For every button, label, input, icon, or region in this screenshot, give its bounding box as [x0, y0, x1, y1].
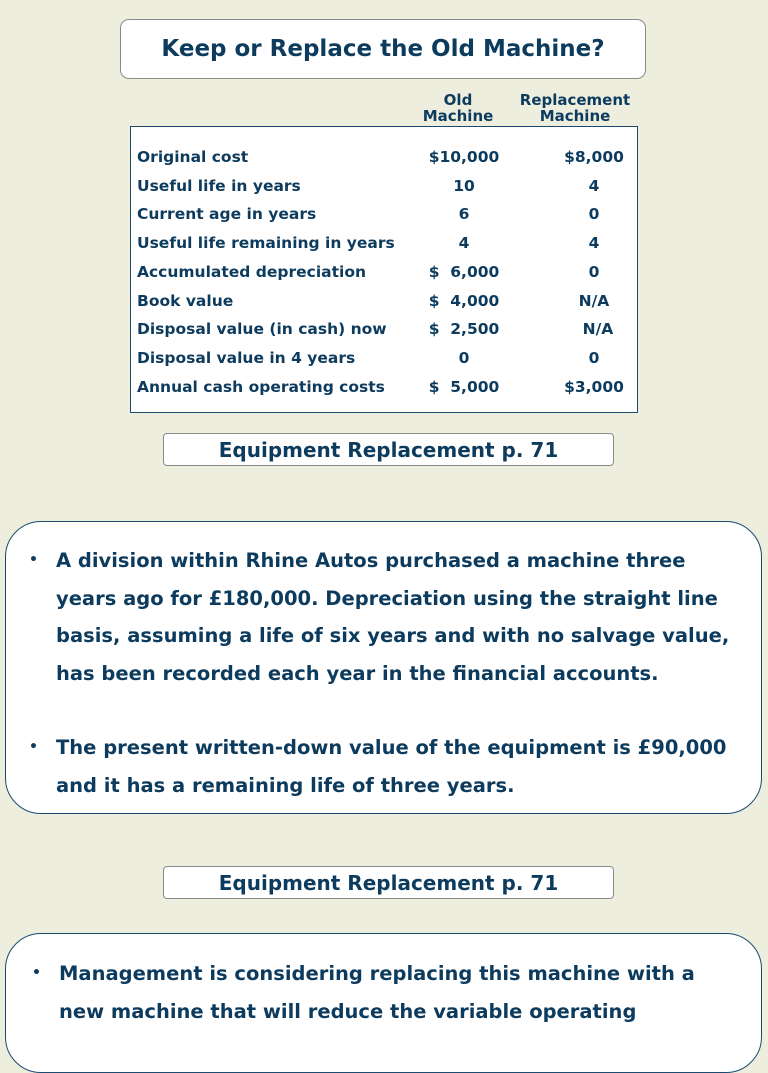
column-header-rep-line1: Replacement: [519, 91, 631, 109]
row-replacement-value: 4: [588, 177, 600, 195]
row-label: Disposal value in 4 years: [137, 349, 356, 367]
row-old-value: 4: [458, 234, 470, 252]
bullet-panel-1: [5, 521, 762, 814]
table-row: [131, 349, 637, 373]
row-replacement-value: $8,000: [564, 148, 624, 166]
row-replacement-value: N/A: [578, 292, 610, 310]
row-old-value: $10,000: [428, 148, 500, 166]
row-label: Disposal value (in cash) now: [137, 320, 387, 338]
bullet-dot-icon: •: [29, 552, 38, 568]
row-replacement-value: 0: [588, 349, 600, 367]
bullet-text: Management is considering replacing this machine with a new machine that will reduce the variable operating: [59, 962, 695, 1023]
row-replacement-value: N/A: [582, 320, 614, 338]
bullet-text: A division within Rhine Autos purchased a machine three years ago for £180,000. Depreciation using the straight line basis, assuming a life of six years and with no salvage value, has been recorded each year in the financial accounts.: [56, 549, 730, 685]
column-header-old-machine: [412, 92, 504, 124]
table-row: [131, 177, 637, 201]
row-old-value: $ 4,000: [428, 292, 500, 310]
bullet-dot-icon: •: [29, 739, 38, 755]
bullet-item: [32, 955, 743, 1030]
row-label: Annual cash operating costs: [137, 378, 385, 396]
column-header-old-line1: Old: [443, 91, 473, 109]
table-row: [131, 378, 637, 402]
section-heading-2: Equipment Replacement p. 71: [163, 866, 614, 899]
row-old-value: $ 5,000: [428, 378, 500, 396]
row-label: Current age in years: [137, 205, 317, 223]
table-row: [131, 320, 637, 344]
row-old-value: 0: [458, 349, 470, 367]
column-header-rep-line2: Machine: [539, 107, 611, 125]
row-replacement-value: 0: [588, 205, 600, 223]
bullet-panel-2: [5, 933, 762, 1073]
row-replacement-value: 4: [588, 234, 600, 252]
table-row: [131, 205, 637, 229]
column-header-old-line2: Machine: [422, 107, 494, 125]
bullet-dot-icon: •: [32, 965, 41, 981]
row-label: Useful life in years: [137, 177, 301, 195]
slide-title: Keep or Replace the Old Machine?: [120, 19, 646, 79]
row-label: Useful life remaining in years: [137, 234, 395, 252]
table-row: [131, 292, 637, 316]
table-row: [131, 148, 637, 172]
row-label: Book value: [137, 292, 234, 310]
row-label: Original cost: [137, 148, 249, 166]
row-label: Accumulated depreciation: [137, 263, 367, 281]
table-row: [131, 234, 637, 258]
row-old-value: $ 6,000: [428, 263, 500, 281]
row-old-value: $ 2,500: [428, 320, 500, 338]
row-replacement-value: 0: [588, 263, 600, 281]
row-old-value: 10: [453, 177, 475, 195]
bullet-item: [29, 542, 743, 692]
bullet-text: The present written-down value of the equipment is £90,000 and it has a remaining life of three years.: [56, 736, 727, 797]
row-old-value: 6: [458, 205, 470, 223]
bullet-item: [29, 729, 743, 804]
section-heading-1: Equipment Replacement p. 71: [163, 433, 614, 466]
column-header-replacement-machine: [510, 92, 640, 124]
table-row: [131, 263, 637, 287]
comparison-table: [130, 126, 638, 413]
row-replacement-value: $3,000: [564, 378, 624, 396]
